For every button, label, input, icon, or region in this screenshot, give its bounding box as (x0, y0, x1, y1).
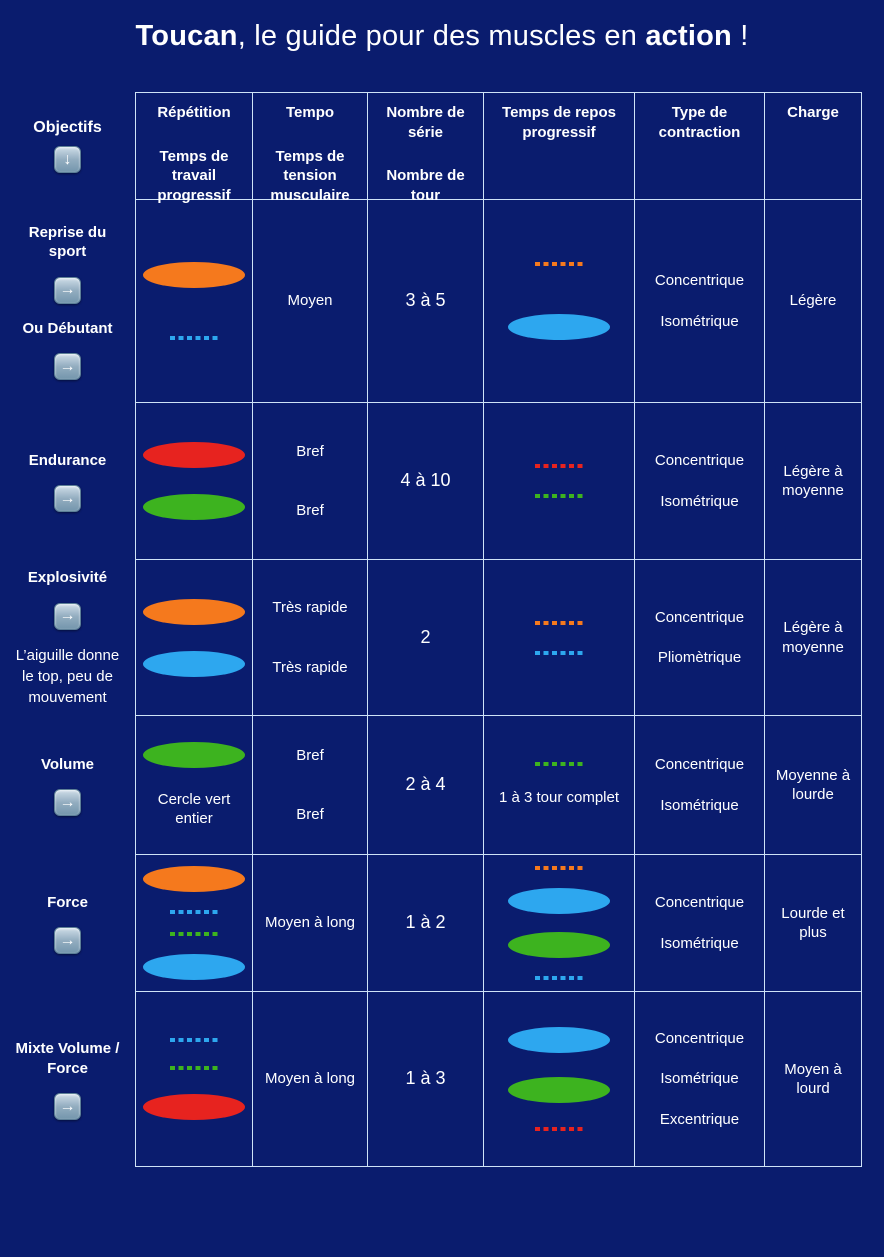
right-arrow-icon[interactable]: → (54, 603, 81, 630)
header-charge-line1: Charge (787, 104, 839, 121)
contraction-text: Concentrique (654, 1029, 745, 1047)
blue-ellipse (508, 314, 610, 340)
down-arrow-icon[interactable]: ↓ (54, 146, 81, 173)
cell-serie (368, 560, 484, 716)
charge-text: Légère à moyenne (782, 619, 844, 656)
contraction-text: Pliomètrique (657, 649, 742, 666)
row-label-endurance (0, 403, 135, 560)
green-dashed-line (170, 1066, 218, 1070)
green-dashed-line (535, 494, 583, 498)
header-repetition-line1: Répétition (157, 104, 231, 121)
charge-text: Légère (789, 292, 837, 310)
objective-label: Volume (40, 755, 95, 773)
orange-dashed-line (535, 866, 583, 870)
cell-repetition (135, 560, 253, 716)
right-arrow-icon[interactable]: → (54, 927, 81, 954)
contraction-text: Concentrique (654, 756, 745, 773)
serie-text: 2 (420, 626, 431, 647)
cell-serie (368, 200, 484, 403)
cell-charge (765, 855, 862, 992)
cell-contraction (635, 716, 765, 855)
header-charge (765, 92, 862, 200)
header-repos-line1: Temps de repos progressif (502, 104, 616, 141)
header-contraction-line1: Type de contraction (658, 104, 741, 141)
title-brand: Toucan (135, 20, 238, 52)
objective-label: Endurance (28, 451, 107, 469)
header-tempo (253, 92, 368, 204)
objectifs-header (0, 92, 135, 200)
contraction-text: Isométrique (660, 796, 739, 814)
blue-dashed-line (170, 910, 218, 914)
green-dashed-line (535, 762, 583, 766)
cell-charge (765, 560, 862, 716)
blue-dashed-line (535, 651, 583, 655)
header-serie-line1: Nombre de série (386, 104, 465, 141)
serie-text: 4 à 10 (400, 470, 451, 491)
cell-repetition (135, 403, 253, 560)
row-label-explosivite (0, 560, 135, 716)
repetition-caption: Cercle vert entier (157, 790, 231, 827)
serie-text: 3 à 5 (405, 290, 446, 311)
cell-tempo (253, 560, 368, 716)
red-dashed-line (535, 464, 583, 468)
serie-text: 1 à 3 (405, 1068, 446, 1089)
cell-tempo (253, 992, 368, 1167)
objective-note: L’aiguille donne le top, peu de mouvement (15, 646, 120, 706)
cell-serie (368, 855, 484, 992)
objective-label: Ou Débutant (22, 319, 113, 337)
orange-dashed-line (535, 262, 583, 266)
orange-ellipse (143, 262, 245, 288)
header-repetition-line2: Temps de travail progressif (157, 147, 231, 204)
orange-ellipse (143, 599, 245, 625)
cell-tempo (253, 200, 368, 403)
cell-charge (765, 992, 862, 1167)
header-serie-line2: Nombre de tour (386, 167, 465, 204)
red-ellipse (143, 1094, 245, 1120)
right-arrow-icon[interactable]: → (54, 277, 81, 304)
contraction-text: Concentrique (654, 272, 745, 289)
cell-contraction (635, 200, 765, 403)
charge-text: Moyenne à lourde (775, 766, 851, 803)
tempo-text: Bref (296, 442, 324, 460)
cell-tempo (253, 403, 368, 560)
blue-ellipse (508, 1027, 610, 1053)
green-ellipse (508, 932, 610, 958)
cell-repetition (135, 200, 253, 403)
row-label-mixte-volume-force (0, 992, 135, 1167)
tempo-text: Très rapide (272, 658, 348, 676)
orange-ellipse (143, 866, 245, 892)
charge-text: Moyen à lourd (784, 1060, 842, 1097)
blue-ellipse (143, 651, 245, 677)
objectifs-label: Objectifs (33, 119, 102, 136)
header-contraction (635, 92, 765, 200)
blue-dashed-line (170, 336, 218, 340)
cell-repetition (135, 855, 253, 992)
table-grid (0, 92, 862, 1167)
blue-dashed-line (170, 1038, 218, 1042)
tempo-text: Moyen (287, 292, 333, 310)
cell-serie (368, 992, 484, 1167)
repos-caption: 1 à 3 tour complet (498, 789, 620, 807)
red-ellipse (143, 442, 245, 468)
tempo-text: Bref (296, 806, 324, 823)
contraction-text: Concentrique (654, 894, 745, 911)
cell-contraction (635, 855, 765, 992)
blue-ellipse (143, 954, 245, 980)
serie-text: 1 à 2 (405, 912, 446, 933)
contraction-text: Excentrique (659, 1110, 740, 1128)
right-arrow-icon[interactable]: → (54, 353, 81, 380)
cell-contraction (635, 403, 765, 560)
header-tempo-line1: Tempo (285, 104, 335, 121)
objective-label: Explosivité (27, 569, 108, 587)
right-arrow-icon[interactable]: → (54, 1093, 81, 1120)
right-arrow-icon[interactable]: → (54, 789, 81, 816)
cell-charge (765, 200, 862, 403)
green-ellipse (508, 1077, 610, 1103)
contraction-text: Isométrique (660, 492, 739, 510)
green-ellipse (143, 742, 245, 768)
header-repetition (135, 92, 253, 204)
right-arrow-icon[interactable]: → (54, 485, 81, 512)
header-tempo-line2: Temps de tension musculaire (270, 147, 350, 204)
red-dashed-line (535, 1127, 583, 1131)
charge-text: Légère à moyenne (782, 462, 844, 499)
contraction-text: Isométrique (660, 312, 739, 330)
page-title (0, 20, 884, 53)
header-serie (368, 92, 484, 204)
tempo-text: Bref (296, 502, 324, 519)
cell-serie (368, 403, 484, 560)
cell-contraction (635, 560, 765, 716)
orange-dashed-line (535, 621, 583, 625)
cell-tempo (253, 855, 368, 992)
cell-repetition (135, 992, 253, 1167)
objective-label: Mixte Volume / Force (15, 1040, 120, 1077)
cell-repos (484, 992, 635, 1167)
header-repos (484, 92, 635, 200)
green-dashed-line (170, 932, 218, 936)
contraction-text: Concentrique (654, 452, 745, 469)
blue-dashed-line (535, 976, 583, 980)
cell-contraction (635, 992, 765, 1167)
contraction-text: Isométrique (660, 1070, 739, 1088)
contraction-text: Concentrique (654, 608, 745, 626)
charge-text: Lourde et plus (781, 904, 845, 941)
cell-serie (368, 716, 484, 855)
tempo-text: Bref (296, 746, 324, 764)
cell-repetition (135, 716, 253, 855)
cell-charge (765, 716, 862, 855)
cell-repos (484, 716, 635, 855)
tempo-text: Très rapide (272, 599, 348, 616)
title-action: action (645, 20, 732, 52)
tempo-text: Moyen à long (264, 914, 356, 932)
contraction-text: Isométrique (660, 934, 739, 952)
objective-label: Force (47, 893, 88, 911)
row-label-volume (0, 716, 135, 855)
title-middle: , le guide pour des muscles en (237, 20, 646, 52)
serie-text: 2 à 4 (405, 774, 446, 795)
cell-tempo (253, 716, 368, 855)
blue-ellipse (508, 888, 610, 914)
cell-repos (484, 403, 635, 560)
green-ellipse (143, 494, 245, 520)
cell-repos (484, 200, 635, 403)
row-label-force (0, 855, 135, 992)
title-end: ! (731, 20, 749, 52)
cell-repos (484, 855, 635, 992)
objective-label: Reprise du sport (28, 223, 107, 261)
cell-repos (484, 560, 635, 716)
cell-charge (765, 403, 862, 560)
row-label-reprise-du-sport (0, 200, 135, 403)
tempo-text: Moyen à long (264, 1070, 356, 1088)
